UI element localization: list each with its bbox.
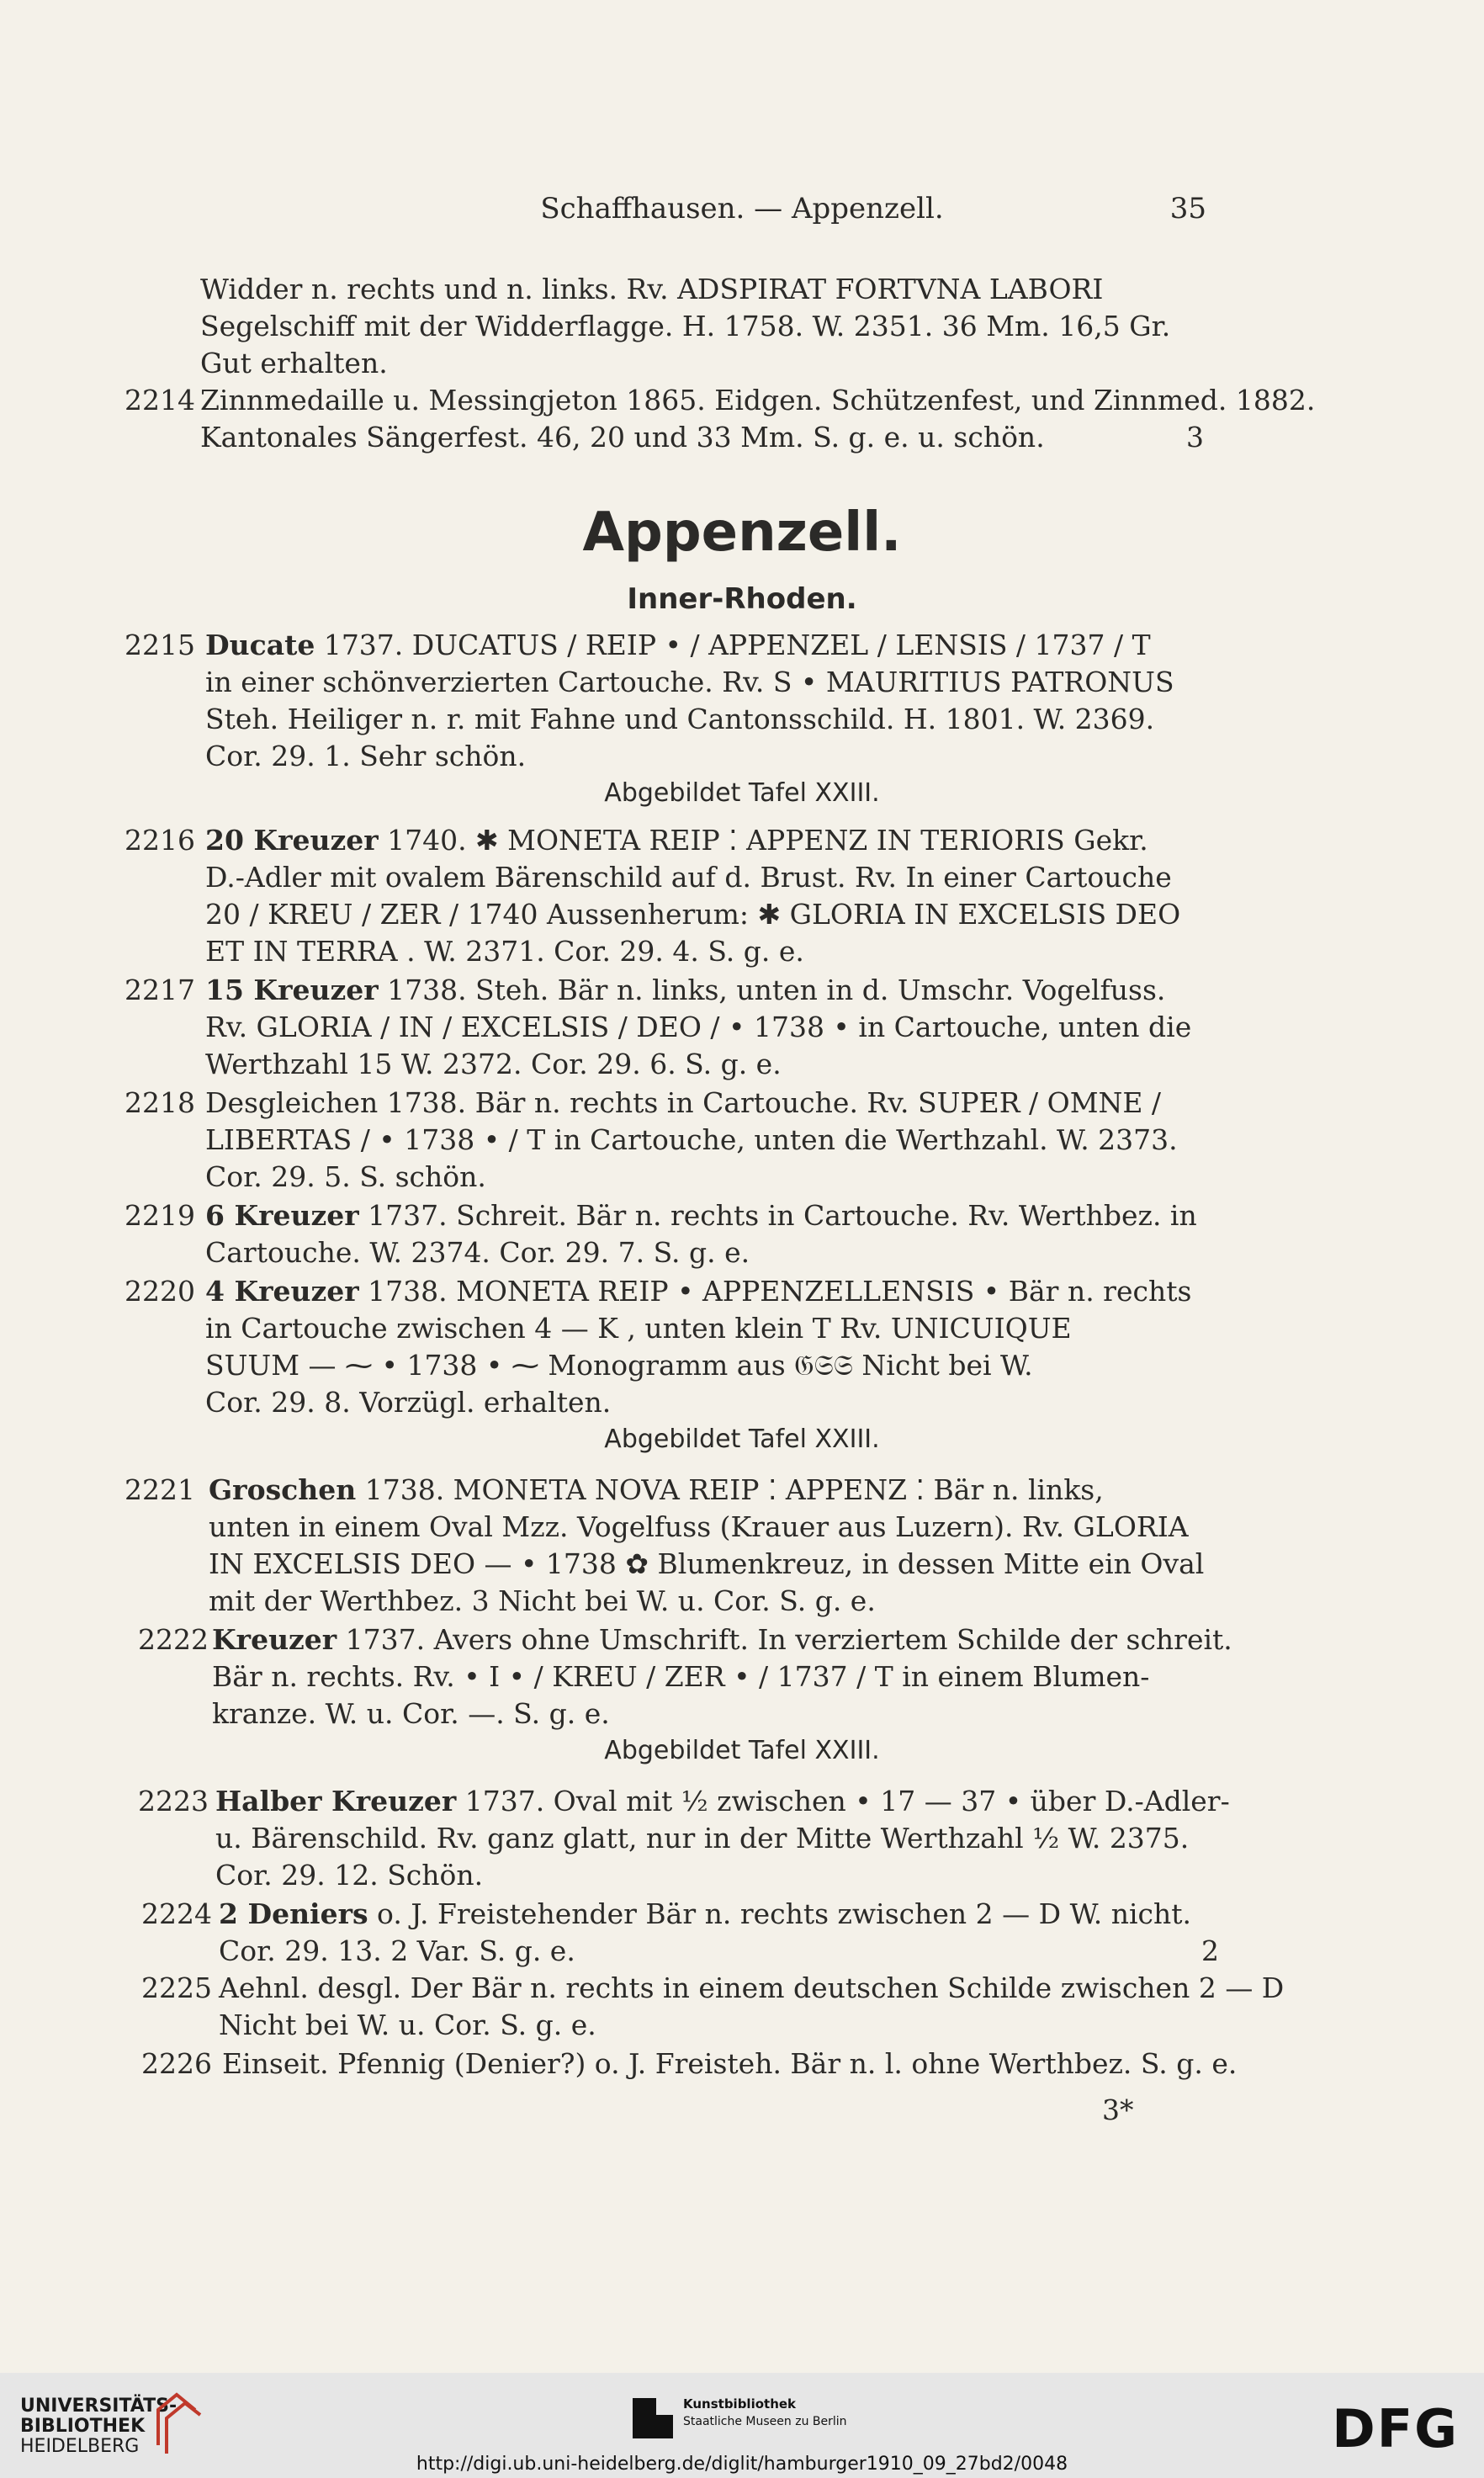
text-line: Einseit. Pfennig (Denier?) o. J. Freisteh. Bär n. l. ohne Werthbez. S. g. e.	[222, 2047, 1238, 2080]
university-library-logo[interactable]: UNIVERSITÄTS- BIBLIOTHEK HEIDELBERG	[20, 2396, 178, 2457]
entry-number: 2226	[141, 2047, 212, 2080]
text-line: 20 / KREU / ZER / 1740 Aussenherum: ✱ GLORIA IN EXCELSIS DEO	[205, 898, 1181, 931]
entry-first-line: Halber Kreuzer 1737. Oval mit ½ zwischen • 17 — 37 • über D.-Adler-	[215, 1785, 1230, 1817]
entry-first-line: 6 Kreuzer 1737. Schreit. Bär n. rechts in Cartouche. Rv. Werthbez. in	[205, 1199, 1197, 1232]
entry-denomination: Kreuzer	[212, 1623, 337, 1656]
entry-first-line: 2 Deniers o. J. Freistehender Bär n. rechts zwischen 2 — D W. nicht.	[219, 1897, 1192, 1930]
price: 3	[1186, 421, 1204, 454]
entry-denomination: Halber Kreuzer	[215, 1785, 457, 1817]
text-line: SUUM — ⁓ • 1738 • ⁓ Monogramm aus 𝔊𝔖𝔖 Nicht bei W.	[205, 1349, 1033, 1382]
permalink-url[interactable]: http://digi.ub.uni-heidelberg.de/diglit/hamburger1910_09_27bd2/0048	[416, 2454, 1068, 2475]
entry-first-line: Groschen 1738. MONETA NOVA REIP ⁚ APPENZ ⁚ Bär n. links,	[209, 1473, 1104, 1506]
entry-number: 2217	[125, 974, 195, 1006]
entry-denomination: Groschen	[209, 1473, 357, 1506]
text-line: Segelschiff mit der Widderflagge. H. 1758. W. 2351. 36 Mm. 16,5 Gr.	[200, 310, 1171, 342]
entry-number: 2220	[125, 1275, 195, 1308]
entry-denomination: 4 Kreuzer	[205, 1275, 359, 1308]
text-line: Gut erhalten.	[200, 347, 388, 379]
plate-caption: Abgebildet Tafel XXIII.	[604, 1736, 880, 1765]
running-title: Schaffhausen. — Appenzell.	[540, 192, 944, 226]
entry-number: 2223	[138, 1785, 209, 1817]
text-line: Cor. 29. 8. Vorzügl. erhalten.	[205, 1386, 612, 1419]
section-title: Appenzell.	[582, 501, 902, 564]
kunstbibliothek-logo[interactable]: Kunstbibliothek Staatliche Museen zu Berlin	[633, 2393, 885, 2444]
text-line: in einer schönverzierten Cartouche. Rv. S • MAURITIUS PATRONUS	[205, 666, 1174, 698]
entry-denomination: 6 Kreuzer	[205, 1199, 359, 1232]
subsection-title: Inner-Rhoden.	[627, 582, 857, 616]
digitization-footer	[0, 2373, 1484, 2478]
text-line: Kantonales Sängerfest. 46, 20 und 33 Mm. S. g. e. u. schön.	[200, 421, 1045, 454]
entry-first-line: 20 Kreuzer 1740. ✱ MONETA REIP ⁚ APPENZ IN TERIORIS Gekr.	[205, 824, 1148, 857]
text-line: unten in einem Oval Mzz. Vogelfuss (Krauer aus Luzern). Rv. GLORIA	[209, 1510, 1189, 1543]
entry-number: 2214	[125, 384, 195, 417]
entry-number: 2216	[125, 824, 195, 857]
entry-number: 2222	[138, 1623, 209, 1656]
entry-number: 2218	[125, 1086, 195, 1119]
text-line: kranze. W. u. Cor. —. S. g. e.	[212, 1697, 610, 1730]
plate-caption: Abgebildet Tafel XXIII.	[604, 778, 880, 808]
entry-number: 2224	[141, 1897, 212, 1930]
text-line: IN EXCELSIS DEO — • 1738 ✿ Blumenkreuz, in dessen Mitte ein Oval	[209, 1547, 1205, 1580]
text-line: Cor. 29. 5. S. schön.	[205, 1160, 486, 1193]
page-number: 35	[1169, 192, 1206, 226]
text-line: Zinnmedaille u. Messingjeton 1865. Eidgen. Schützenfest, und Zinnmed. 1882.	[200, 384, 1316, 417]
text-line: Desgleichen 1738. Bär n. rechts in Cartouche. Rv. SUPER / OMNE /	[205, 1086, 1162, 1119]
text-line: Widder n. rechts und n. links. Rv. ADSPIRAT FORTVNA LABORI	[200, 273, 1104, 305]
entry-denomination: Ducate	[205, 629, 315, 661]
text-line: Nicht bei W. u. Cor. S. g. e.	[219, 2008, 596, 2041]
entry-denomination: 15 Kreuzer	[205, 974, 379, 1006]
text-line: mit der Werthbez. 3 Nicht bei W. u. Cor. S. g. e.	[209, 1584, 876, 1617]
text-line: Cartouche. W. 2374. Cor. 29. 7. S. g. e.	[205, 1236, 750, 1269]
text-line: Cor. 29. 1. Sehr schön.	[205, 740, 527, 772]
text-line: Werthzahl 15 W. 2372. Cor. 29. 6. S. g. e.	[205, 1048, 782, 1080]
price: 2	[1201, 1934, 1219, 1967]
dfg-logo[interactable]: DFG	[1332, 2398, 1459, 2459]
text-line: D.-Adler mit ovalem Bärenschild auf d. Brust. Rv. In einer Cartouche	[205, 861, 1172, 894]
text-line: Aehnl. desgl. Der Bär n. rechts in einem deutschen Schilde zwischen 2 — D	[219, 1971, 1285, 2004]
entry-number: 2221	[125, 1473, 195, 1506]
entry-number: 2225	[141, 1971, 212, 2004]
entry-first-line: 4 Kreuzer 1738. MONETA REIP • APPENZELLENSIS • Bär n. rechts	[205, 1275, 1192, 1308]
entry-first-line: 15 Kreuzer 1738. Steh. Bär n. links, unten in d. Umschr. Vogelfuss.	[205, 974, 1166, 1006]
entry-denomination: 2 Deniers	[219, 1897, 368, 1930]
text-line: Cor. 29. 12. Schön.	[215, 1859, 484, 1892]
text-line: Rv. GLORIA / IN / EXCELSIS / DEO / • 1738 • in Cartouche, unten die	[205, 1011, 1192, 1043]
text-line: u. Bärenschild. Rv. ganz glatt, nur in der Mitte Werthzahl ½ W. 2375.	[215, 1822, 1190, 1855]
text-line: ET IN TERRA . W. 2371. Cor. 29. 4. S. g. e.	[205, 935, 804, 968]
text-line: in Cartouche zwischen 4 — K , unten klein T Rv. UNICUIQUE	[205, 1312, 1072, 1345]
plate-caption: Abgebildet Tafel XXIII.	[604, 1425, 880, 1454]
text-line: Steh. Heiliger n. r. mit Fahne und Cantonsschild. H. 1801. W. 2369.	[205, 703, 1155, 735]
signature-mark: 3*	[1102, 2093, 1134, 2126]
ub-emblem-icon	[151, 2386, 202, 2462]
entry-number: 2215	[125, 629, 195, 661]
running-header	[0, 192, 1484, 234]
text-line: Cor. 29. 13. 2 Var. S. g. e.	[219, 1934, 575, 1967]
kunstbibliothek-mark-icon	[633, 2398, 673, 2438]
text-line: LIBERTAS / • 1738 • / T in Cartouche, unten die Werthzahl. W. 2373.	[205, 1123, 1178, 1156]
entry-first-line: Kreuzer 1737. Avers ohne Umschrift. In verziertem Schilde der schreit.	[212, 1623, 1232, 1656]
entry-number: 2219	[125, 1199, 195, 1232]
entry-first-line: Ducate 1737. DUCATUS / REIP • / APPENZEL / LENSIS / 1737 / T	[205, 629, 1151, 661]
entry-denomination: 20 Kreuzer	[205, 824, 379, 857]
text-line: Bär n. rechts. Rv. • I • / KREU / ZER • / 1737 / T in einem Blumen-	[212, 1660, 1150, 1693]
